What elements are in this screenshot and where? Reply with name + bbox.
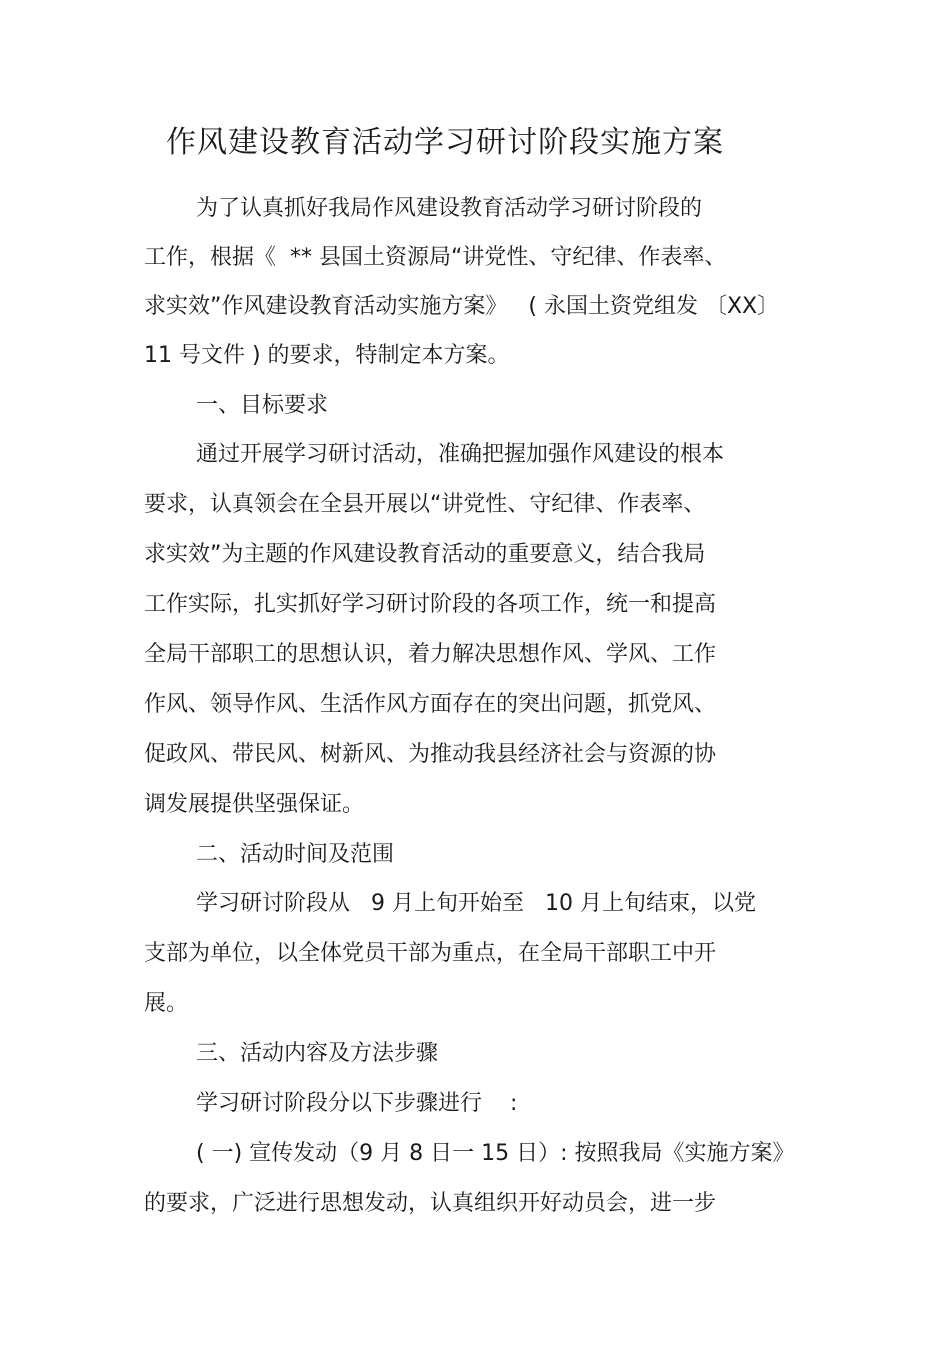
- body-line: 为了认真抓好我局作风建设教育活动学习研讨阶段的: [196, 196, 703, 221]
- body-line: 要求，认真领会在全县开展以“讲党性、守纪律、作表率、: [144, 492, 706, 517]
- body-line: ( 一) 宣传发动（9 月 8 日一 15 日）: 按照我局《实施方案》: [196, 1141, 795, 1166]
- body-line: 的要求，广泛进行思想发动，认真组织开好动员会，进一步: [144, 1191, 717, 1216]
- body-line: 调发展提供坚强保证。: [144, 792, 365, 817]
- body-line: 支部为单位，以全体党员干部为重点，在全局干部职工中开: [144, 941, 717, 966]
- body-line: 全局干部职工的思想认识，着力解决思想作风、学风、工作: [144, 642, 717, 667]
- section-heading: 三、活动内容及方法步骤: [196, 1041, 439, 1066]
- body-line: 工作实际，扎实抓好学习研讨阶段的各项工作，统一和提高: [144, 592, 717, 617]
- section-heading: 一、目标要求: [196, 393, 329, 418]
- body-line: 促政风、带民风、树新风、为推动我县经济社会与资源的协: [144, 742, 717, 767]
- body-line: 11 号文件 ) 的要求，特制定本方案。: [144, 343, 510, 368]
- body-line: 求实效”作风建设教育活动实施方案》 ( 永国土资党组发 〔XX〕: [144, 294, 780, 319]
- body-line: 求实效”为主题的作风建设教育活动的重要意义，结合我局: [144, 542, 706, 567]
- body-line: 作风、领导作风、生活作风方面存在的突出问题，抓党风、: [144, 692, 717, 717]
- body-line: 学习研讨阶段分以下步骤进行 :: [196, 1091, 518, 1116]
- section-heading: 二、活动时间及范围: [196, 842, 395, 867]
- body-line: 通过开展学习研讨活动，准确把握加强作风建设的根本: [196, 442, 725, 467]
- body-line: 工作，根据《 ** 县国土资源局“讲党性、守纪律、作表率、: [144, 245, 727, 270]
- body-line: 学习研讨阶段从 9 月上旬开始至 10 月上旬结束，以党: [196, 891, 756, 916]
- body-line: 展。: [144, 991, 189, 1016]
- document-title: 作风建设教育活动学习研讨阶段实施方案: [166, 125, 724, 160]
